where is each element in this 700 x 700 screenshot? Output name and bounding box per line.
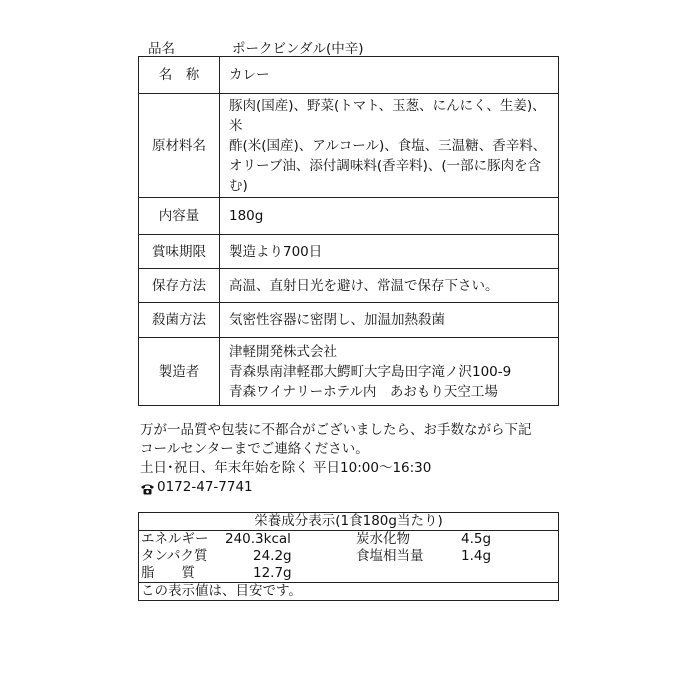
nutrition-table	[138, 512, 559, 601]
table-row	[139, 531, 559, 549]
phone-number: 0172-47-7741	[157, 479, 253, 495]
table-row	[139, 198, 559, 235]
table-row	[139, 235, 559, 269]
phone-line	[140, 478, 580, 497]
telephone-icon	[140, 482, 155, 494]
table-row	[139, 303, 559, 338]
value-line: 津軽開発株式会社	[229, 343, 337, 360]
value-line: オリーブ油、添付調味料(香辛料)、(一部に豚肉を含	[229, 157, 542, 174]
nutrition-footer-row	[139, 583, 559, 601]
notice-line: コールセンターまでご連絡ください。	[140, 441, 369, 457]
value-line: カレー	[229, 67, 270, 83]
nutrition-title-row	[139, 513, 559, 531]
table-row	[139, 548, 559, 565]
row-key: 原材料名	[139, 94, 220, 198]
value-line: む)	[229, 177, 248, 194]
row-value	[220, 57, 559, 94]
value-line: 青森県南津軽郡大鰐町大字島田字滝ノ沢100-9	[229, 363, 512, 380]
nutrition-footer: この表示値は、目安です。	[139, 583, 559, 601]
nutrient-name: 食塩相当量	[356, 548, 424, 564]
row-value	[220, 338, 559, 406]
value-line: 気密性容器に密閉し、加温加熱殺菌	[229, 312, 445, 328]
row-value	[220, 198, 559, 235]
nutrient-value: 24.2g	[253, 548, 292, 564]
row-value	[220, 235, 559, 269]
nutrient-name: エネルギー	[141, 531, 209, 547]
row-value	[220, 303, 559, 338]
row-key: 名 称	[139, 57, 220, 94]
row-key: 保存方法	[139, 269, 220, 303]
table-row	[139, 565, 559, 583]
product-info-table	[138, 56, 559, 406]
nutrition-title: 栄養成分表示(1食180g当たり)	[139, 513, 559, 531]
value-line: 青森ワイナリーホテル内 あおもり天空工場	[229, 383, 498, 400]
nutrient-value: 4.5g	[461, 531, 492, 547]
nutrient-value: 12.7g	[253, 565, 292, 581]
row-key: 内容量	[139, 198, 220, 235]
table-row	[139, 57, 559, 94]
product-name-value: ポークビンダル(中辛)	[232, 41, 364, 57]
product-name-label: 品名	[148, 41, 175, 57]
row-value	[220, 94, 559, 198]
nutrient-name: 炭水化物	[356, 531, 410, 547]
value-line: 180g	[229, 208, 264, 224]
value-line: 豚肉(国産)、野菜(トマト、玉葱、にんにく、生姜)、米	[229, 97, 546, 134]
notice-line: 万が一品質や包装に不都合がございましたら、お手数ながら下記	[140, 422, 532, 438]
product-name-line	[148, 37, 568, 57]
row-key: 殺菌方法	[139, 303, 220, 338]
row-key: 賞味期限	[139, 235, 220, 269]
table-row	[139, 269, 559, 303]
value-line: 酢(米(国産)、アルコール)、食塩、三温糖、香辛料、	[229, 137, 547, 154]
value-line: 製造より700日	[229, 243, 323, 260]
value-line: 高温、直射日光を避け、常温で保存下さい。	[229, 277, 499, 294]
row-key: 製造者	[139, 338, 220, 406]
table-row	[139, 94, 559, 198]
nutrient-value: 240.3kcal	[225, 531, 291, 547]
row-value	[220, 269, 559, 303]
nutrient-name: タンパク質	[141, 548, 208, 564]
nutrient-name: 脂 質	[141, 565, 195, 581]
customer-notice	[140, 421, 580, 497]
nutrient-value: 1.4g	[461, 548, 492, 564]
notice-hours: 土日･祝日、年末年始を除く 平日10:00～16:30	[140, 460, 432, 476]
table-row	[139, 338, 559, 406]
